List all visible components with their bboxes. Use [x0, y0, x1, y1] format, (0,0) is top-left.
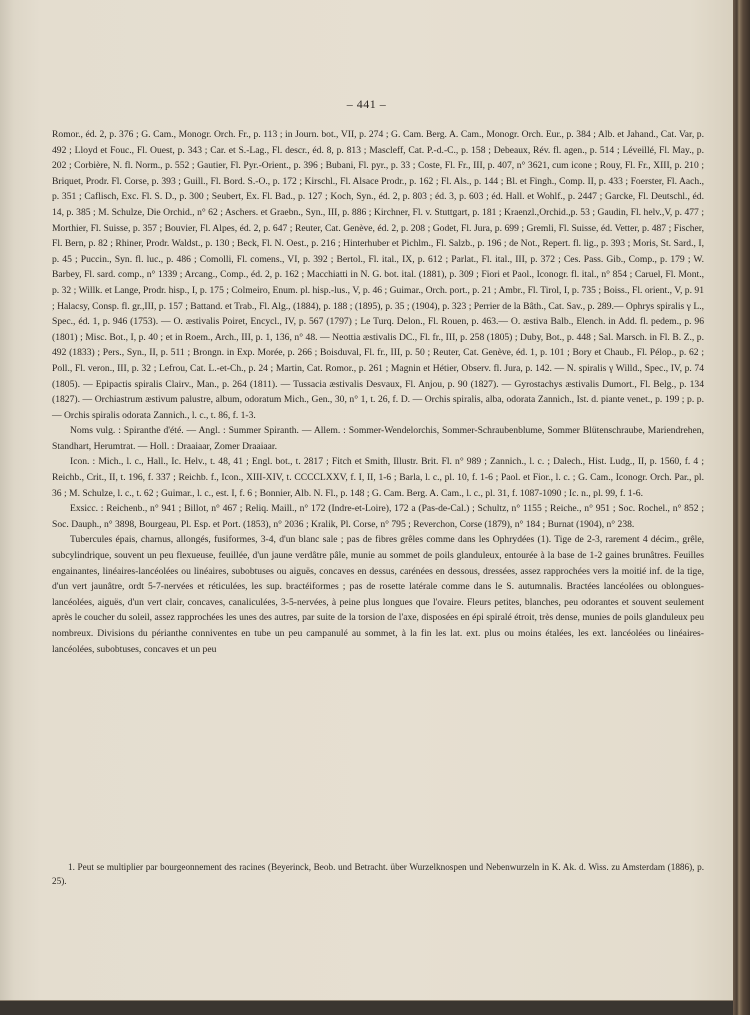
description-paragraph: Tubercules épais, charnus, allongés, fusiformes, 3-4, d'un blanc sale ; pas de fibres grêles comme dans les Ophrydées (1). Tige de 2-3, rarement 4 décim., grêle, subcylindrique, souvent un peu flexueuse, feuillée, d'un jaune verdâtre pâle, munie au sommet de poils glanduleux, entourée à la base de 1-2 gaines brunâtres. Feuilles engainantes, linéaires-lancéolées ou linéaires, subobtuses ou aiguës, concaves en dessus, carénées en dessous, dressées, assez rapprochées vers la moitié inf. de la tige, d'un vert jaunâtre, ordt 5-7-nervées et réticulées, les sup. bractéiformes ; pas de rosette latérale comme dans le S. autumnalis. Bractées lancéolées ou oblongues-lancéolées, aiguës, d'un vert clair, concaves, canaliculées, 3-5-nervées, à peine plus longues que l'ovaire. Fleurs petites, blanches, peu odorantes et souvent seulement après le coucher du soleil, assez rapprochées les unes des autres, par suite de la torsion de l'axe, disposées en épi spiralé étroit, très dense, munies de poils glanduleux peu nombreux. Divisions du périanthe conniventes en tube un peu campanulé au sommet, à la fin les lat. ext. plus ou moins étalées, les ext. lancéolées ou linéaires-lancéolées, subobtuses, concaves et un peu	[52, 534, 704, 655]
iconography-paragraph: Icon. : Mich., l. c., Hall., Ic. Helv., t. 48, 41 ; Engl. bot., t. 2817 ; Fitch et Smith, Illustr. Brit. Fl. n° 989 ; Zannich., l. c. ; Dalech., Hist. Ludg., II, p. 1560, f. 4 ; Reichb., Crit., II, t. 196, f. 337 ; Reichb. f., Icon., XIII-XIV, t. CCCCLXXV, f. I, II, 1-6 ; Barla, l. c., pl. 10, f. 1-6 ; Paol. et Fior., l. c. ; G. Cam., Iconogr. Orch. Par., pl. 36 ; M. Schulze, l. c., t. 62 ; Guimar., l. c., est. I, f. 6 ; Bonnier, Alb. N. Fl., p. 148 ; G. Cam. Berg. A. Cam., l. c., pl. 31, f. 1087-1090 ; Ic. n., pl. 99, f. 1-6.	[52, 456, 704, 499]
main-text	[52, 127, 704, 657]
synonymy-paragraph: Romor., éd. 2, p. 376 ; G. Cam., Monogr. Orch. Fr., p. 113 ; in Journ. bot., VII, p. 274 ; G. Cam. Berg. A. Cam., Monogr. Orch. Eur., p. 384 ; Alb. et Jahand., Cat. Var, p. 492 ; Lloyd et Fouc., Fl. Ouest, p. 343 ; Car. et S.-Lag., Fl. descr., éd. 8, p. 813 ; Mascleff, Cat. P.-d.-C., p. 158 ; Debeaux, Rév. fl. agen., p. 514 ; Léveillé, Fl. May., p. 202 ; Corbière, N. fl. Norm., p. 552 ; Gautier, Fl. Pyr.-Orient., p. 396 ; Bubani, Fl. pyr., p. 33 ; Coste, Fl. Fr., III, p. 407, n° 3621, cum icone ; Rouy, Fl. Fr., XIII, p. 210 ; Briquet, Prodr. Fl. Corse, p. 393 ; Guill., Fl. Bord. S.-O., p. 172 ; Kirschl., Fl. Alsace Prodr., p. 162 ; Fl. Als., p. 144 ; Bl. et Fingh., Comp. II, p. 433 ; Foerster, Fl. Aach., p. 351 ; Caflisch, Exc. Fl. S. D., p. 300 ; Seubert, Ex. Fl. Bad., p. 127 ; Koch, Syn., éd. 2, p. 803 ; éd. 3, p. 603 ; éd. Hall. et Wohlf., p. 2447 ; Garcke, Fl. Deutschl., éd. 14, p. 385 ; M. Schulze, Die Orchid., n° 62 ; Aschers. et Graebn., Syn., III, p. 886 ; Kirchner, Fl. v. Stuttgart, p. 181 ; Kraenzl.,Orchid.,p. 53 ; Gaudin, Fl. helv.,V, p. 477 ; Morthier, Fl. Suisse, p. 357 ; Bouvier, Fl. Alpes, éd. 2, p. 647 ; Reuter, Cat. Genève, éd. 2, p. 208 ; Godet, Fl. Jura, p. 699 ; Gremli, Fl. Suisse, éd. Vetter, p. 487 ; Fischer, Fl. Bern, p. 82 ; Rhiner, Prodr. Waldst., p. 130 ; Beck, Fl. N. Oest., p. 216 ; Hinterhuber et Pichlm., Fl. Salzb., p. 196 ; de Not., Repert. fl. lig., p. 393 ; Moris, St. Sard., I, p. 45 ; Puccin., Syn. fl. luc., p. 486 ; Comolli, Fl. comens., VI, p. 392 ; Bertol., Fl. ital., IX, p. 612 ; Parlat., Fl. ital., III, p. 372 ; Ces. Pass. Gib., Comp., p. 179 ; W. Barbey, Fl. sard. comp., n° 1339 ; Arcang., Comp., éd. 2, p. 162 ; Macchiatti in N. G. bot. ital. (1881), p. 309 ; Fiori et Paol., Iconogr. fl. ital., n° 854 ; Caruel, Fl. Mont., p. 32 ; Willk. et Lange, Prodr. hisp., I, p. 175 ; Colmeiro, Enum. pl. hisp.-lus., V, p. 46 ; Guimar., Orch. port., p. 21 ; Ambr., Fl. Tirol, I, p. 735 ; Boiss., Fl. orient., V, p. 91 ; Halacsy, Consp. fl. gr.,III, p. 157 ; Battand. et Trab., Fl. Alg., (1884), p. 188 ; (1895), p. 35 ; (1904), p. 323 ; Perrier de la Bâth., Cat. Sav., p. 289.— Ophrys spiralis γ L., Spec., éd. 1, p. 946 (1753). — O. æstivalis Poiret, Encycl., IV, p. 567 (1797) ; Le Turq. Delon., Fl. Rouen, p. 463.— O. æstiva Balb., Elench. in Add. fl. pedem., p. 96 (1801) ; Misc. Bot., I, p. 40 ; et in Roem., Arch., III, p. 1, 136, n° 48. — Neottia æstivalis DC., Fl. fr., III, p. 258 (1805) ; Duby, Bot., p. 448 ; Sal. Marsch. in Fl. B. Z., p. 492 (1833) ; Pers., Syn., II, p. 511 ; Brongn. in Exp. Morée, p. 266 ; Boisduval, Fl. fr., III, p. 50 ; Reuter, Cat. Genève, éd. 1, p. 101 ; Bory et Chaub., Fl. Pélop., p. 62 ; Poll., Fl. veron., III, p. 32 ; Lefrou, Cat. L.-et-Ch., p. 24 ; Martin, Cat. Romor., p. 261 ; Magnin et Hétier, Observ. fl. Jura, p. 142. — N. spiralis γ Willd., Spec., IV, p. 74 (1805). — Epipactis spiralis Clairv., Man., p. 264 (1811). — Tussacia æstivalis Desvaux, Fl. Anjou, p. 90 (1827). — Gyrostachys æstivalis Dumort., Fl. Belg., p. 134 (1827). — Orchiastrum æstivum palustre, album, odoratum Mich., Gen., 30, n° 1, t. 26, f. D. — Orchis spiralis, alba, odorata Zannich., Ist. d. piante venet., p. 199 ; p. p. — Orchis spiralis odorata Zannich., l. c., t. 86, f. 1-3.	[52, 129, 704, 421]
footnote: 1. Peut se multiplier par bourgeonnement des racines (Beyerinck, Beob. und Betracht. über Wurzelknospen und Nebenwurzeln in K. Ak. d. Wiss. zu Amsterdam (1886), p. 25).	[52, 862, 704, 886]
page-header: – 441 –	[346, 97, 387, 111]
vernacular-names-paragraph: Noms vulg. : Spiranthe d'été. — Angl. : Summer Spiranth. — Allem. : Sommer-Wendelorchis, Sommer-Schraubenblume, Sommer Blütenschraube, Mariendrehen, Standhart, Herumtrat. — Holl. : Draaiaar, Zomer Draaiaar.	[52, 425, 704, 452]
exsiccata-paragraph: Exsicc. : Reichenb., n° 941 ; Billot, n° 467 ; Reliq. Maill., n° 172 (Indre-et-Loire), 172 a (Pas-de-Cal.) ; Schultz, n° 1155 ; Reiche., n° 951 ; Soc. Rochel., n° 852 ; Soc. Dauph., n° 3898, Bourgeau, Pl. Esp. et Port. (1853), n° 2036 ; Kralik, Pl. Corse, n° 795 ; Reverchon, Corse (1879), n° 184 ; Burnat (1904), n° 238.	[52, 503, 704, 530]
book-edge	[733, 0, 750, 1015]
